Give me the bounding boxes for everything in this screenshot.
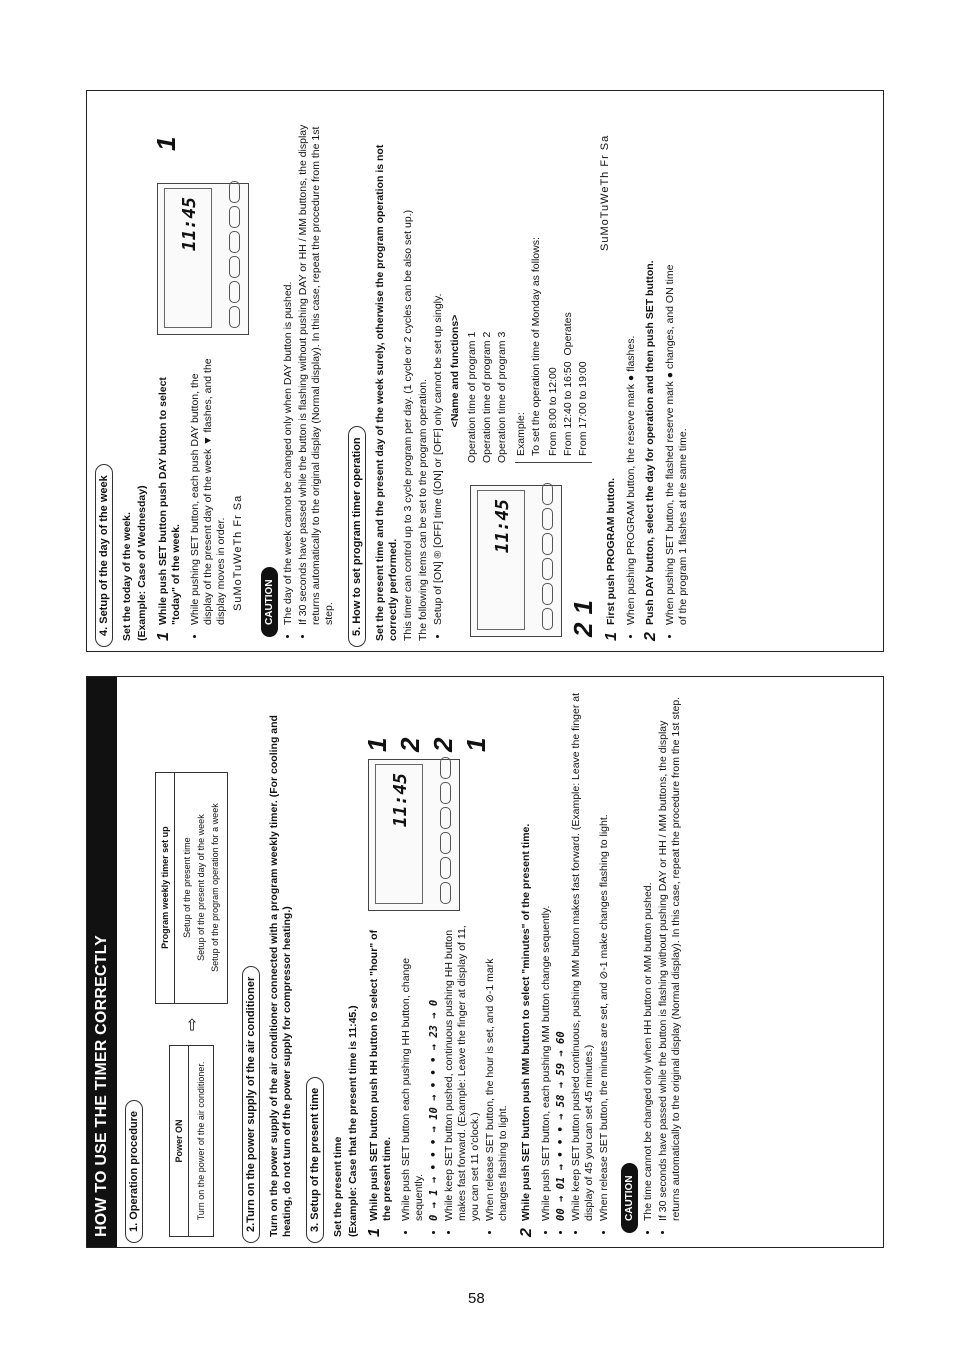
caution-badge: CAUTION: [621, 1163, 638, 1233]
power-supply-text: • Turn on the power supply of the air conditioner connected with a program weekly timer. (For cooling and heating, do not turn off the power supply for compressor heating.): [268, 687, 294, 1237]
set-key-icon: [229, 256, 240, 278]
clear-key-icon: [542, 533, 553, 555]
set-key-icon: [440, 832, 451, 854]
program-key-icon: [440, 882, 451, 904]
program-step1-title: First push PROGRAM button.: [605, 478, 617, 625]
section-power-supply: 2.Turn on the power supply of the air conditioner: [242, 966, 260, 1243]
program-setup-box: Program weekly timer set up Setup of the present time Setup of the present day of the week Setup of the program operation for a week: [155, 772, 228, 1004]
right-panel: 4. Setup of the day of the week Set the today of the week. (Example: Case of Wednesday) 1 While push SET button push DAY button to select "today" of the week. • While pushing SET button, each push DAY button, the display of the present day of the week ▼ flashes, and the display moves in order. SuMoTuWeTh Fr Sa 11:45 1 CAUTION • The day of the week cannot be changed only when DAY button is pushed. • If 30 seconds have passed while the button is flashing without pushing DAY or HH / MM buttons, the display returns automatically to the original display (Normal display). In this case, repeat the procedure from the 1st step. 5. How to set program timer operation Set the present time and the present day of the week surely, otherwise the program operation is not correctly performed. This timer can control up to 3 cycle program per day. (1 cycle or 2 cycles can be also set up.) The following items can be set to the program operation. • Setup of [ON] ® [OFF] time ([ON] or [OFF] only cannot be set up singly. <Name and functions> 11:45 2 1 Operation time of program 1 Operation time of program 2 Operation time of program 3 Example: To set the operation time of Monday as follows: From 8:00 to 12:00 From 12:40 to 16:50 From 17:00 to 19:00 Operates 1 First push PROGRAM button. • When pushing PROGRAM button, the reserve mark ● flashes. 2 Push DAY button, select the day for operation and then push SET button. • When pushing SET button, the flashed reserve mark ● changes, and ON time of the program 1 flashes at the same time. SuMoTuWeTh Fr Sa: [86, 90, 884, 652]
section-program-timer: 5. How to set program timer operation: [348, 426, 366, 647]
time-step1-title: While push SET button push HH button to select "hour" of the present time.: [368, 929, 393, 1221]
timer-remote-illustration: [368, 759, 460, 911]
caution-badge: CAUTION: [261, 567, 278, 637]
program-remote-illustration: [470, 485, 562, 637]
time-step2-title: While push SET button push MM button to select "minutes" of the present time.: [520, 823, 532, 1221]
clear-key-icon: [229, 231, 240, 253]
hour-sequence: • 0 → 1 → • • • → 10 → • • • → 23 → 0: [428, 923, 441, 1221]
day-step1-title: While push SET button push DAY button to select "today" of the week.: [157, 377, 182, 625]
section-day-of-week: 4. Setup of the day of the week: [95, 464, 113, 647]
day-remote-illustration: [157, 183, 249, 335]
operates-label: Operates: [562, 312, 574, 356]
operation-flow: [155, 687, 228, 1237]
lcd-display: 11:45: [477, 490, 525, 630]
power-on-box: Power ON Turn on the power of the air conditioner.: [169, 1045, 214, 1237]
arrow-right-icon: ⇨: [183, 1017, 201, 1031]
check-key-icon: [229, 181, 240, 203]
page-title: HOW TO USE THE TIMER CORRECTLY: [87, 677, 117, 1247]
day-key-icon: [542, 583, 553, 605]
page-number: 58: [468, 1290, 485, 1307]
lcd-display: 11:45: [164, 188, 212, 328]
left-panel: HOW TO USE THE TIMER CORRECTLY 1. Operation procedure Power ON Turn on the power of the air conditioner. ⇨ Program weekly timer set up Setup of the present time Setup of the present day of the week Setup of the program operation for a week 2.Turn on the power supply of the air conditioner • Turn on the power supply of the air conditioner connected with a program weekly timer. (For cooling and heating, do not turn off the power supply for compressor heating.) 3. Setup of the present time Set the present time (Example: Case that the present time is 11:45.) 1 While push SET button push HH button to select "hour" of the present time. • While push SET button each pushing HH button, change sequently. • 0 → 1 → • • • → 10 → • • • → 23 → 0 • While keep SET button pushed, continuous pushing HH button makes fast forward. (Example: Leave the finger at display of 11, you can set 11 o'clock.) • When release SET button, the hour is set, and ⊘-1 mark changes flashing to light. 11:45 1 2 2 1 2 While push SET button push MM button to select "minutes" of the present time. • While push SET button, each pushing MM button change sequently. • 00 → 01 → • • • → 58 → 59 → 60 • While keep SET button pushed continuous, pushing MM button makes fast forward. (Example: Leave the finger at display of 45 you can set 45 minutes.) • When release SET button, the minutes are set, and ⊘-1 make changes flashing to light. CAUTION • The time cannot be changed only when HH button or MM button pushed. • If 30 seconds have passed while the button is flashing without pushing DAY or HH / MM buttons, the display returns automatically to the original display (Normal display). In this case, repeat the procedure from the 1st step.: [86, 676, 884, 1248]
minute-sequence: • 00 → 01 → • • • → 58 → 59 → 60: [555, 687, 568, 1221]
example-box: Example: To set the operation time of Monday as follows: From 8:00 to 12:00 From 12:40 to 16:50 From 17:00 to 19:00 Operates: [515, 101, 592, 463]
program-key-icon: [542, 608, 553, 630]
program-step2-title: Push DAY button, select the day for operation and then push SET button.: [644, 260, 656, 625]
check-key-icon: [440, 757, 451, 779]
cancel-key-icon: [440, 782, 451, 804]
day-key-icon: [440, 857, 451, 879]
section-operation-procedure: 1. Operation procedure: [125, 1100, 143, 1243]
day-key-icon: [229, 281, 240, 303]
program-key-icon: [229, 306, 240, 328]
clear-key-icon: [440, 807, 451, 829]
cancel-key-icon: [542, 508, 553, 530]
program-day-strip: SuMoTuWeTh Fr Sa: [599, 134, 611, 251]
cancel-key-icon: [229, 206, 240, 228]
day-strip: SuMoTuWeTh Fr Sa: [232, 494, 244, 611]
set-key-icon: [542, 558, 553, 580]
lcd-display: 11:45: [375, 764, 423, 904]
section-present-time: 3. Setup of the present time: [306, 1077, 324, 1243]
check-key-icon: [542, 483, 553, 505]
